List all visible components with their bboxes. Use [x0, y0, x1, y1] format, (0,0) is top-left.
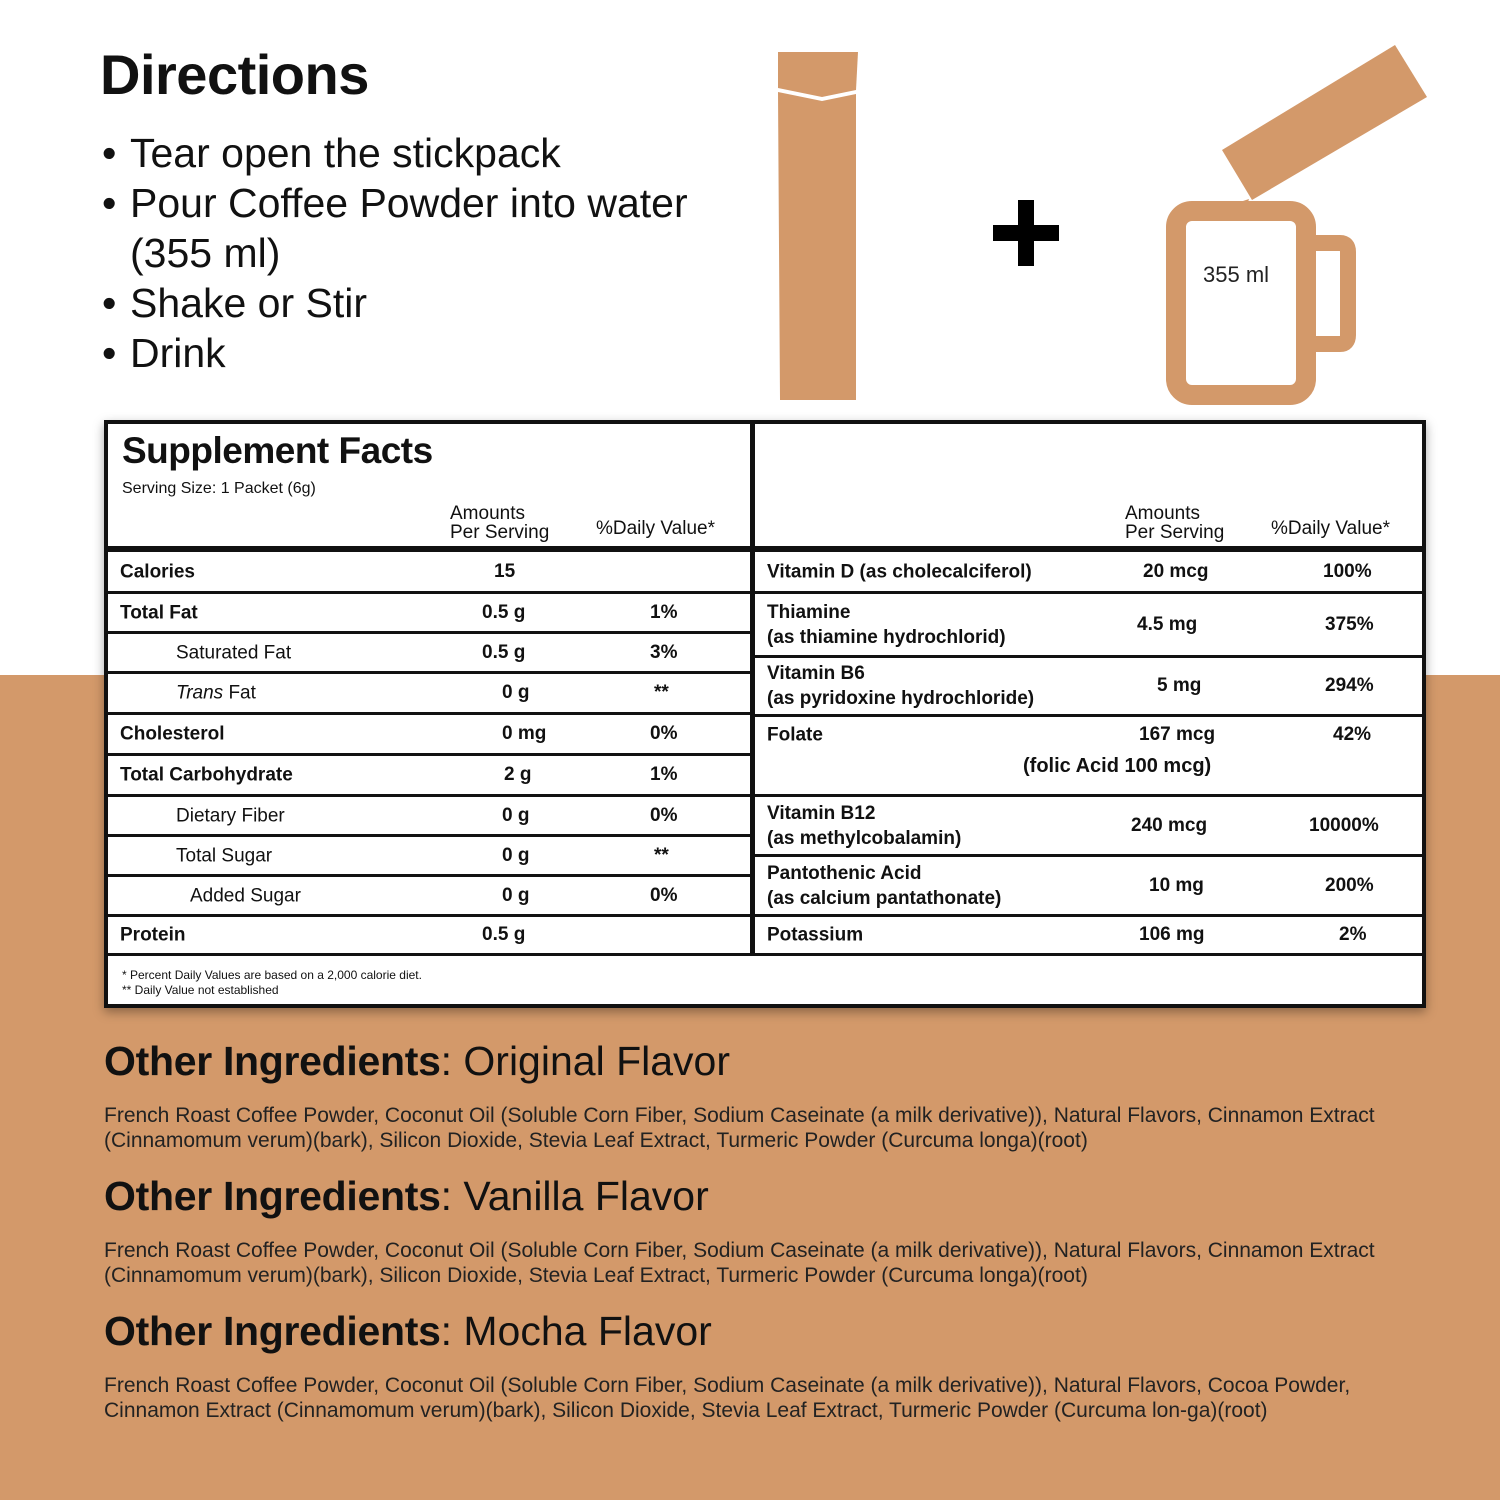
nutrient-label-line1: Potassium	[767, 924, 864, 946]
nutrient-label-line1: Folate	[767, 724, 823, 746]
nutrient-dv: 100%	[1323, 560, 1372, 582]
ingredients-flavor: : Original Flavor	[440, 1038, 730, 1084]
plus-icon	[993, 200, 1059, 266]
nutrient-amount: 20 mcg	[1143, 560, 1209, 582]
nutrient-amount: 167 mcg	[1139, 724, 1216, 745]
directions-list	[100, 128, 690, 378]
nutrient-label: Saturated Fat	[176, 642, 292, 663]
nutrient-amount: 0.5 g	[482, 924, 526, 945]
pouring-stickpack-icon	[1222, 45, 1427, 215]
supplement-facts-panel	[104, 420, 1426, 1008]
ingredients-text-vanilla: French Roast Coffee Powder, Coconut Oil (Soluble Corn Fiber, Sodium Caseinate (a milk derivative)), Natural Flavors, Cinnamon Extract (Cinnamomum verum)(bark), Silicon Dioxide, Stevia Leaf Extract, Turmeric Powder (Curcuma longa)(root)	[104, 1239, 1375, 1287]
amount-header-line1: Amounts	[1125, 503, 1200, 524]
nutrient-row-thiamine	[755, 594, 1422, 658]
nutrient-row-trans-fat	[108, 674, 750, 715]
stickpack-icon	[778, 52, 858, 400]
nutrient-label-line2: (as methylcobalamin)	[767, 827, 962, 849]
nutrient-amount: 4.5 mg	[1137, 613, 1198, 635]
nutrient-dv: 42%	[1333, 724, 1372, 745]
nutrient-dv: 0%	[650, 804, 678, 826]
nutrient-amount: 2 g	[504, 764, 532, 785]
nutrient-label	[767, 723, 823, 748]
nutrient-row-protein	[108, 917, 750, 956]
mug-icon	[1176, 211, 1348, 395]
nutrient-amount: 0 g	[502, 804, 530, 826]
nutrient-label-line2: (as calcium pantathonate)	[767, 887, 1002, 909]
nutrient-label-line2: (as thiamine hydrochlorid)	[767, 626, 1006, 648]
nutrient-label: Total Carbohydrate	[120, 764, 293, 786]
nutrient-row-vitamin-d	[755, 552, 1422, 594]
ingredients-flavor: : Vanilla Flavor	[440, 1173, 709, 1219]
facts-header-left	[108, 424, 750, 550]
ingredients-flavor: : Mocha Flavor	[440, 1308, 712, 1354]
directions-title: Directions	[100, 43, 369, 106]
facts-footnote	[122, 968, 422, 998]
nutrient-amount: 0 g	[502, 682, 530, 703]
nutrient-dv: **	[654, 844, 669, 866]
nutrient-dv: 1%	[650, 764, 678, 785]
nutrient-label	[767, 600, 1006, 650]
nutrient-dv: 10000%	[1309, 814, 1379, 836]
nutrient-label: Protein	[120, 924, 186, 946]
ingredients-heading-label: Other Ingredients	[104, 1308, 441, 1354]
nutrient-label-line1: Vitamin B12	[767, 802, 876, 824]
nutrient-label: Calories	[120, 561, 195, 582]
nutrient-row-added-sugar	[108, 877, 750, 917]
nutrient-dv: 3%	[650, 641, 678, 663]
direction-step: • Shake or Stir	[100, 278, 690, 328]
nutrient-label	[767, 801, 961, 851]
nutrient-label	[767, 559, 1032, 584]
nutrient-label-italic: Trans	[176, 682, 224, 704]
ingredients-heading-original	[104, 1038, 730, 1085]
nutrient-dv: 0%	[650, 884, 678, 906]
direction-step: • Pour Coffee Powder into water (355 ml)	[100, 178, 690, 278]
nutrient-dv: 2%	[1339, 924, 1367, 945]
ingredients-text-original: French Roast Coffee Powder, Coconut Oil (Soluble Corn Fiber, Sodium Caseinate (a milk derivative)), Natural Flavors, Cinnamon Extract (Cinnamomum verum)(bark), Silicon Dioxide, Stevia Leaf Extract, Turmeric Powder (Curcuma longa)(root)	[104, 1104, 1375, 1152]
nutrient-label: Dietary Fiber	[176, 805, 285, 826]
nutrient-label: Total Fat	[120, 602, 198, 623]
amount-header-line2: Per Serving	[1125, 522, 1225, 543]
nutrient-dv: 200%	[1325, 874, 1374, 896]
nutrient-amount: 0 mg	[502, 723, 547, 744]
nutrient-row-dietary-fiber	[108, 797, 750, 837]
facts-title: Supplement Facts	[122, 430, 433, 471]
nutrient-label-suffix: Fat	[223, 682, 256, 704]
nutrient-amount: 0.5 g	[482, 641, 526, 663]
nutrient-dv: 375%	[1325, 613, 1374, 635]
nutrient-label-line1: Vitamin B6	[767, 663, 865, 684]
directions-illustration	[760, 30, 1460, 420]
nutrient-amount: 10 mg	[1149, 874, 1204, 896]
ingredients-heading-mocha	[104, 1308, 712, 1355]
nutrient-row-vitamin-b6	[755, 658, 1422, 717]
daily-value-header: %Daily Value*	[1271, 518, 1390, 539]
nutrient-label: Total Sugar	[176, 845, 273, 866]
nutrient-label: Added Sugar	[190, 885, 301, 906]
nutrient-row-saturated-fat	[108, 634, 750, 674]
facts-header-right	[755, 424, 1422, 550]
footnote-daily-values: * Percent Daily Values are based on a 2,000 calorie diet.	[122, 968, 422, 982]
nutrient-row-vitamin-b12	[755, 797, 1422, 857]
nutrient-amount: 0 g	[502, 844, 530, 866]
nutrient-label	[767, 861, 1001, 911]
ingredients-heading-vanilla	[104, 1173, 709, 1220]
nutrient-dv: **	[654, 682, 669, 703]
amount-header-line2: Per Serving	[450, 522, 550, 543]
nutrient-label-line1: Pantothenic Acid	[767, 862, 922, 884]
nutrient-row-potassium	[755, 917, 1422, 956]
nutrient-dv: 0%	[650, 723, 678, 744]
nutrient-label	[176, 681, 256, 706]
direction-step: • Drink	[100, 328, 690, 378]
nutrient-label-line2: (as pyridoxine hydrochloride)	[767, 688, 1035, 709]
amount-header	[1125, 504, 1224, 542]
ingredients-heading-label: Other Ingredients	[104, 1038, 441, 1084]
nutrient-row-cholesterol	[108, 715, 750, 756]
mug-volume-label: 355 ml	[1203, 262, 1270, 287]
nutrient-row-calories	[108, 552, 750, 594]
ingredients-text-mocha: French Roast Coffee Powder, Coconut Oil (Soluble Corn Fiber, Sodium Caseinate (a milk derivative)), Natural Flavors, Cocoa Powder, Cinnamon Extract (Cinnamomum verum)(bark), Silicon Dioxide, Stevia Leaf Extract, Turmeric Powder (Curcuma lon-ga)(root)	[104, 1374, 1351, 1422]
nutrient-amount: 0 g	[502, 884, 530, 906]
nutrient-dv: 294%	[1325, 675, 1374, 696]
nutrient-amount: 240 mcg	[1131, 814, 1208, 836]
footnote-not-established: ** Daily Value not established	[122, 983, 279, 997]
amount-header-line1: Amounts	[450, 503, 525, 524]
serving-size: Serving Size: 1 Packet (6g)	[122, 480, 316, 497]
nutrient-amount: 15	[494, 560, 516, 582]
nutrient-dv: 1%	[650, 601, 678, 623]
nutrient-row-total-carbohydrate	[108, 756, 750, 797]
nutrient-amount: 5 mg	[1157, 675, 1202, 696]
nutrient-label-line1: Thiamine	[767, 601, 851, 623]
daily-value-header: %Daily Value*	[596, 518, 715, 539]
nutrient-amount: 0.5 g	[482, 601, 526, 623]
ingredients-heading-label: Other Ingredients	[104, 1173, 441, 1219]
nutrient-row-total-fat	[108, 594, 750, 634]
nutrient-label	[767, 661, 1034, 711]
nutrient-label-line1: Vitamin D (as cholecalciferol)	[767, 561, 1032, 582]
nutrient-amount: 106 mg	[1139, 924, 1205, 945]
nutrient-label: Cholesterol	[120, 723, 225, 745]
direction-step: • Tear open the stickpack	[100, 128, 690, 178]
nutrient-row-total-sugar	[108, 837, 750, 877]
amount-header	[450, 504, 549, 542]
nutrient-row-folate	[755, 717, 1422, 797]
folic-acid-note: (folic Acid 100 mcg)	[1023, 755, 1212, 777]
nutrient-row-pantothenic-acid	[755, 857, 1422, 917]
nutrient-label	[767, 923, 863, 948]
